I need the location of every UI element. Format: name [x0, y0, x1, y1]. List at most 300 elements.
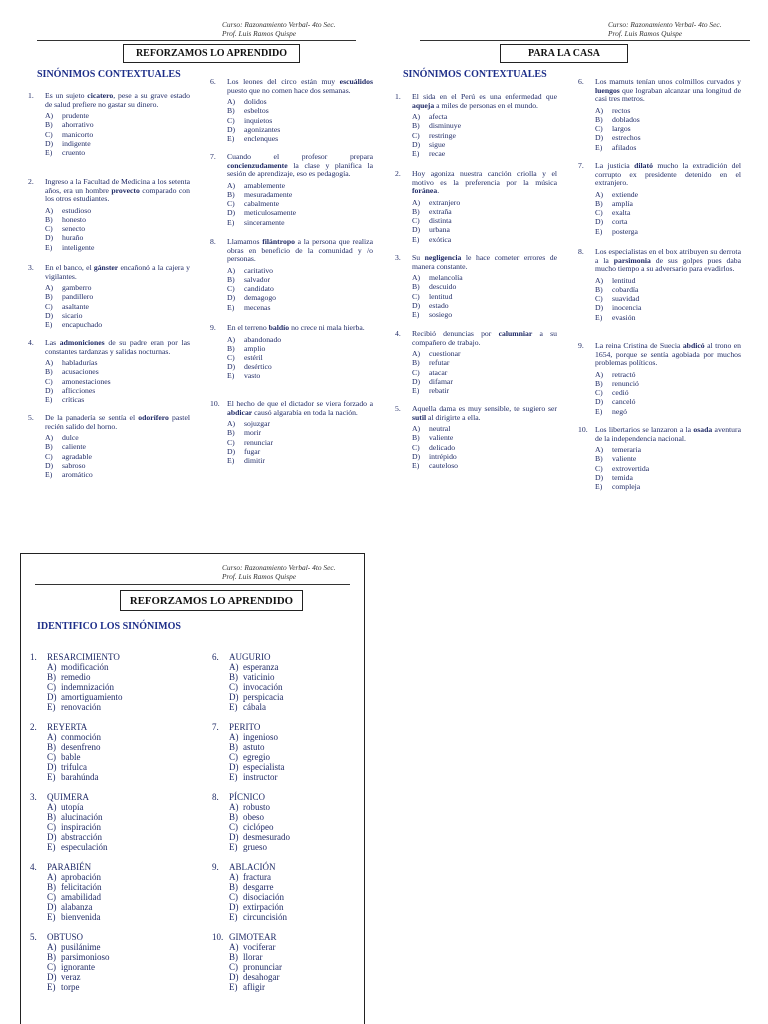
option-e: [595, 313, 741, 322]
option-b: [595, 199, 741, 208]
option-text: modificación: [61, 662, 109, 672]
option-c: [227, 284, 373, 293]
question-body: [229, 932, 352, 992]
option-letter: B): [45, 367, 55, 377]
option-letter: E): [47, 772, 58, 782]
option-a: [229, 802, 352, 812]
option-text: evasión: [612, 312, 636, 322]
option-d: [595, 217, 741, 226]
option-letter: A): [595, 105, 606, 115]
option-e: [229, 842, 352, 852]
option-letter: D): [227, 208, 238, 218]
option-e: [229, 772, 352, 782]
key-word: provecto: [111, 185, 140, 195]
option-b: [412, 433, 557, 442]
question-body: [45, 92, 190, 157]
option-letter: C): [227, 115, 237, 125]
option-text: desértico: [244, 362, 272, 372]
question-3: [30, 792, 200, 852]
option-letter: B): [47, 952, 59, 962]
option-d: [595, 133, 741, 142]
option-d: [227, 208, 373, 217]
option-e: [412, 461, 557, 470]
option-c: [227, 353, 373, 362]
option-c: [45, 224, 190, 233]
option-text: intrépido: [429, 451, 457, 461]
option-letter: C): [47, 892, 59, 902]
option-d: [595, 473, 741, 482]
key-word: osada: [693, 425, 713, 434]
option-text: parsimonioso: [61, 952, 110, 962]
option-b: [595, 285, 741, 294]
option-letter: E): [229, 702, 240, 712]
option-letter: C): [47, 962, 59, 972]
option-letter: E): [595, 406, 605, 416]
option-c: [229, 892, 352, 902]
option-text: refutar: [429, 358, 450, 368]
option-letter: C): [229, 682, 241, 692]
option-text: candidato: [244, 284, 274, 294]
option-letter: A): [412, 349, 423, 359]
option-text: exalta: [612, 208, 631, 218]
option-letter: D): [227, 362, 238, 372]
option-letter: E): [227, 302, 237, 312]
option-letter: B): [595, 454, 605, 464]
option-list: [47, 942, 200, 992]
question-8: [578, 248, 741, 322]
option-letter: B): [47, 672, 59, 682]
option-list: [412, 424, 557, 470]
question-number: 7.: [578, 161, 584, 170]
option-d: [47, 832, 200, 842]
option-d: [47, 762, 200, 772]
option-text: inquietos: [244, 115, 273, 125]
option-text: renunció: [612, 378, 639, 388]
option-letter: D): [47, 832, 59, 842]
question-list: [388, 15, 750, 505]
option-c: [595, 464, 741, 473]
option-text: temida: [612, 472, 633, 482]
option-d: [595, 397, 741, 406]
question-number: 8.: [210, 237, 216, 246]
option-a: [45, 111, 190, 120]
option-text: restringe: [429, 130, 456, 140]
key-word: abdicar: [227, 407, 253, 417]
option-c: [595, 294, 741, 303]
question-2: [28, 178, 190, 252]
question-stem: Hoy agoniza nuestra canción criolla y el motivo es la preferencia por la música foránea.: [412, 169, 557, 196]
option-letter: E): [595, 142, 605, 152]
option-text: caritativo: [244, 265, 274, 275]
option-e: [47, 842, 200, 852]
option-d: [47, 902, 200, 912]
option-text: dimitir: [244, 456, 265, 465]
option-letter: E): [229, 982, 240, 992]
option-c: [412, 292, 557, 301]
option-letter: C): [412, 367, 422, 377]
option-a: [229, 942, 352, 952]
question-3: [28, 264, 190, 329]
option-text: valiente: [429, 433, 454, 443]
question-6: [210, 78, 373, 143]
question-9: [578, 342, 741, 416]
question-body: [47, 722, 200, 782]
worksheet-title: REFORZAMOS LO APRENDIDO: [135, 48, 288, 59]
option-text: dulce: [62, 433, 79, 443]
option-text: pusilánime: [61, 942, 101, 952]
option-b: [47, 952, 200, 962]
option-d: [227, 293, 373, 302]
option-letter: B): [45, 292, 55, 302]
option-text: amablemente: [244, 180, 285, 190]
option-letter: E): [229, 842, 240, 852]
option-letter: A): [595, 275, 606, 285]
option-d: [47, 972, 200, 982]
option-letter: A): [47, 802, 59, 812]
question-number: 5.: [395, 404, 401, 413]
option-text: difamar: [429, 376, 453, 386]
option-text: estudioso: [62, 205, 92, 215]
option-letter: C): [412, 291, 422, 301]
option-e: [45, 148, 190, 157]
option-text: bable: [61, 752, 81, 762]
option-c: [45, 377, 190, 386]
question-4: [395, 330, 557, 395]
option-b: [47, 672, 200, 682]
option-d: [229, 832, 352, 842]
option-b: [595, 115, 741, 124]
question-10: [210, 400, 373, 465]
teacher-label: Prof. Luis Ramos Quispe: [222, 29, 297, 39]
question-number: 5.: [30, 932, 37, 942]
option-d: [47, 692, 200, 702]
option-text: indigente: [62, 138, 91, 148]
option-text: disminuye: [429, 121, 462, 131]
option-letter: D): [47, 692, 59, 702]
option-b: [229, 812, 352, 822]
target-word: REYERTA: [47, 722, 88, 732]
option-letter: D): [227, 293, 238, 303]
option-text: inteligente: [62, 242, 95, 252]
option-a: [227, 97, 373, 106]
option-letter: D): [45, 385, 56, 395]
option-e: [595, 143, 741, 152]
option-a: [412, 273, 557, 282]
option-letter: C): [47, 682, 59, 692]
option-letter: B): [595, 378, 605, 388]
option-list: [227, 419, 373, 465]
question-stem: El sida en el Perú es una enfermedad que aqueja a miles de personas en el mundo.: [412, 92, 557, 110]
option-c: [45, 452, 190, 461]
option-list: [227, 181, 373, 227]
question-body: [412, 170, 557, 244]
option-c: [227, 116, 373, 125]
option-text: trifulca: [61, 762, 87, 772]
option-b: [227, 275, 373, 284]
option-c: [229, 962, 352, 972]
question-stem: Los leones del circo están muy escuálidos puesto que no comen hace dos semanas.: [227, 77, 373, 95]
question-list: [20, 15, 380, 500]
question-body: [595, 342, 741, 416]
option-c: [227, 199, 373, 208]
option-text: habladurías: [62, 358, 98, 368]
option-a: [595, 276, 741, 285]
question-body: [229, 792, 352, 852]
question-10: [212, 932, 352, 992]
option-text: canceló: [612, 397, 636, 407]
option-text: pronunciar: [243, 962, 282, 972]
option-letter: A): [47, 732, 59, 742]
option-text: alabanza: [61, 902, 93, 912]
option-e: [227, 218, 373, 227]
option-list: [47, 802, 200, 852]
option-letter: C): [227, 437, 237, 447]
question-body: [45, 178, 190, 252]
option-text: ciclópeo: [243, 822, 274, 832]
option-text: amabilidad: [61, 892, 101, 902]
option-letter: A): [229, 872, 241, 882]
key-word: cicatero: [87, 91, 114, 100]
option-letter: B): [47, 812, 59, 822]
option-text: abstracción: [61, 832, 102, 842]
option-letter: C): [45, 301, 55, 311]
option-letter: A): [47, 662, 59, 672]
option-b: [47, 882, 200, 892]
question-number: 2.: [28, 177, 34, 186]
target-word: OBTUSO: [47, 932, 84, 942]
option-b: [227, 190, 373, 199]
option-a: [412, 349, 557, 358]
option-e: [45, 243, 190, 252]
option-text: amplio: [244, 343, 266, 353]
key-word: parsimonia: [613, 255, 651, 265]
option-text: distinta: [429, 216, 452, 226]
option-letter: A): [227, 419, 238, 429]
question-body: [227, 238, 373, 312]
option-letter: A): [229, 732, 241, 742]
option-letter: D): [45, 233, 56, 243]
option-text: vaticinio: [243, 672, 275, 682]
option-list: [227, 266, 373, 312]
worksheet-title: REFORZAMOS LO APRENDIDO: [129, 594, 294, 607]
option-letter: D): [229, 832, 241, 842]
option-letter: C): [45, 129, 55, 139]
question-1: [395, 93, 557, 158]
option-letter: D): [412, 139, 423, 149]
option-text: perspicacia: [243, 692, 284, 702]
option-list: [45, 433, 190, 479]
question-stem: Ingreso a la Facultad de Medicina a los setenta años, era un hombre provecto comparado con los otros estudiantes.: [45, 177, 190, 204]
option-e: [412, 386, 557, 395]
key-word: calumniar: [498, 329, 533, 338]
option-letter: B): [412, 121, 422, 131]
option-a: [595, 370, 741, 379]
option-text: recae: [429, 149, 446, 158]
option-letter: C): [47, 752, 59, 762]
option-text: cuestionar: [429, 349, 461, 359]
option-letter: B): [229, 742, 241, 752]
option-e: [227, 456, 373, 465]
option-letter: A): [45, 111, 56, 121]
option-list: [45, 206, 190, 252]
option-text: morir: [244, 428, 262, 438]
question-stem: La reina Cristina de Suecia abdicó al trono en 1654, porque se sentía agobiada por muchos problemas políticos.: [595, 341, 742, 368]
option-text: agradable: [62, 451, 92, 461]
panel-para-la-casa: [388, 15, 750, 505]
question-5: [28, 414, 190, 479]
option-text: neutral: [429, 424, 451, 434]
option-text: astuto: [243, 742, 265, 752]
question-number: 4.: [30, 862, 37, 872]
key-word: negligencia: [424, 253, 462, 262]
option-letter: C): [227, 353, 237, 362]
question-number: 2.: [30, 722, 37, 732]
key-word: escuálidos: [339, 77, 373, 86]
option-text: lentitud: [429, 291, 453, 301]
option-text: inocencia: [612, 303, 642, 313]
teacher-label: Prof. Luis Ramos Quispe: [608, 29, 683, 39]
option-text: circuncisión: [243, 912, 287, 922]
option-a: [412, 424, 557, 433]
option-a: [229, 662, 352, 672]
option-d: [412, 225, 557, 234]
course-label: Curso: Razonamiento Verbal- 4to Sec.: [608, 20, 722, 29]
option-letter: A): [45, 358, 56, 368]
option-letter: D): [229, 692, 241, 702]
key-word: gánster: [93, 263, 119, 272]
option-letter: C): [45, 224, 55, 234]
option-a: [47, 732, 200, 742]
option-c: [412, 368, 557, 377]
option-list: [229, 662, 352, 712]
option-letter: C): [229, 752, 241, 762]
option-a: [47, 872, 200, 882]
option-e: [412, 310, 557, 319]
question-number: 10.: [212, 932, 224, 942]
option-b: [229, 672, 352, 682]
option-b: [45, 442, 190, 451]
question-body: [595, 248, 741, 322]
question-body: [47, 652, 200, 712]
option-text: extiende: [612, 189, 639, 199]
option-letter: B): [229, 882, 241, 892]
option-text: cabalmente: [244, 199, 279, 209]
option-letter: C): [229, 822, 241, 832]
option-letter: B): [227, 106, 237, 116]
option-text: desmesurado: [243, 832, 290, 842]
option-letter: E): [45, 148, 55, 157]
target-word: QUIMERA: [47, 792, 89, 802]
option-list: [47, 732, 200, 782]
option-e: [595, 227, 741, 236]
option-text: barahúnda: [61, 772, 99, 782]
option-text: veraz: [61, 972, 81, 982]
question-1: [30, 652, 200, 712]
option-letter: C): [229, 962, 241, 972]
option-e: [47, 982, 200, 992]
option-text: renovación: [61, 702, 101, 712]
option-e: [229, 982, 352, 992]
option-letter: A): [45, 205, 56, 215]
option-text: posterga: [612, 226, 638, 236]
option-letter: B): [227, 343, 237, 353]
question-number: 7.: [212, 722, 219, 732]
option-list: [595, 190, 741, 236]
option-letter: E): [45, 395, 55, 404]
option-letter: D): [595, 303, 606, 313]
option-text: huraño: [62, 233, 84, 243]
question-stem: Aquella dama es muy sensible, te sugiero ser sutil al dirigirte a ella.: [412, 404, 557, 422]
option-d: [227, 447, 373, 456]
option-b: [45, 120, 190, 129]
option-text: suavidad: [612, 294, 640, 304]
question-stem: Es un sujeto cicatero, pese a su grave estado de salud prefiere no gastar su dinero.: [45, 91, 190, 109]
question-body: [45, 414, 190, 479]
question-number: 6.: [210, 77, 216, 86]
question-body: [412, 254, 557, 319]
option-letter: B): [47, 742, 59, 752]
option-b: [595, 454, 741, 463]
option-text: ahorrativo: [62, 120, 94, 130]
key-word: luengos: [595, 85, 620, 95]
option-text: sicario: [62, 310, 83, 320]
option-text: doblados: [612, 114, 640, 124]
option-text: descuido: [429, 282, 457, 292]
option-list: [595, 276, 741, 322]
option-letter: B): [229, 812, 241, 822]
question-2: [30, 722, 200, 782]
option-text: valiente: [612, 454, 637, 464]
question-9: [212, 862, 352, 922]
option-text: aflicciones: [62, 385, 96, 395]
option-text: desenfreno: [61, 742, 101, 752]
option-text: utopía: [61, 802, 84, 812]
option-letter: B): [227, 274, 237, 284]
question-stem: En el banco, el gánster encañonó a la cajera y vigilantes.: [45, 263, 190, 281]
question-body: [229, 862, 352, 922]
question-6: [212, 652, 352, 712]
option-text: enclenques: [244, 134, 279, 143]
option-b: [412, 358, 557, 367]
option-letter: E): [412, 234, 422, 244]
option-d: [45, 139, 190, 148]
option-letter: C): [227, 199, 237, 209]
option-letter: D): [229, 902, 241, 912]
option-letter: C): [595, 124, 605, 134]
question-number: 6.: [212, 652, 219, 662]
key-word: filántropo: [262, 237, 295, 246]
key-word: aqueja: [412, 100, 435, 110]
option-d: [412, 452, 557, 461]
question-stem: Su negligencia le hace cometer errores de manera constante.: [412, 253, 557, 271]
question-body: [227, 400, 373, 465]
option-text: afecta: [429, 112, 448, 122]
option-letter: B): [47, 882, 59, 892]
option-text: negó: [612, 406, 627, 416]
option-letter: B): [412, 433, 422, 443]
option-letter: C): [227, 284, 237, 294]
option-letter: A): [595, 369, 606, 379]
option-b: [229, 882, 352, 892]
question-stem: De la panadería se sentía el odorífero pastel recién salido del horno.: [45, 413, 190, 431]
option-list: [595, 106, 741, 152]
option-e: [47, 912, 200, 922]
option-text: salvador: [244, 274, 271, 284]
question-number: 9.: [210, 323, 216, 332]
option-c: [595, 124, 741, 133]
option-text: fractura: [243, 872, 271, 882]
option-letter: E): [412, 386, 422, 395]
